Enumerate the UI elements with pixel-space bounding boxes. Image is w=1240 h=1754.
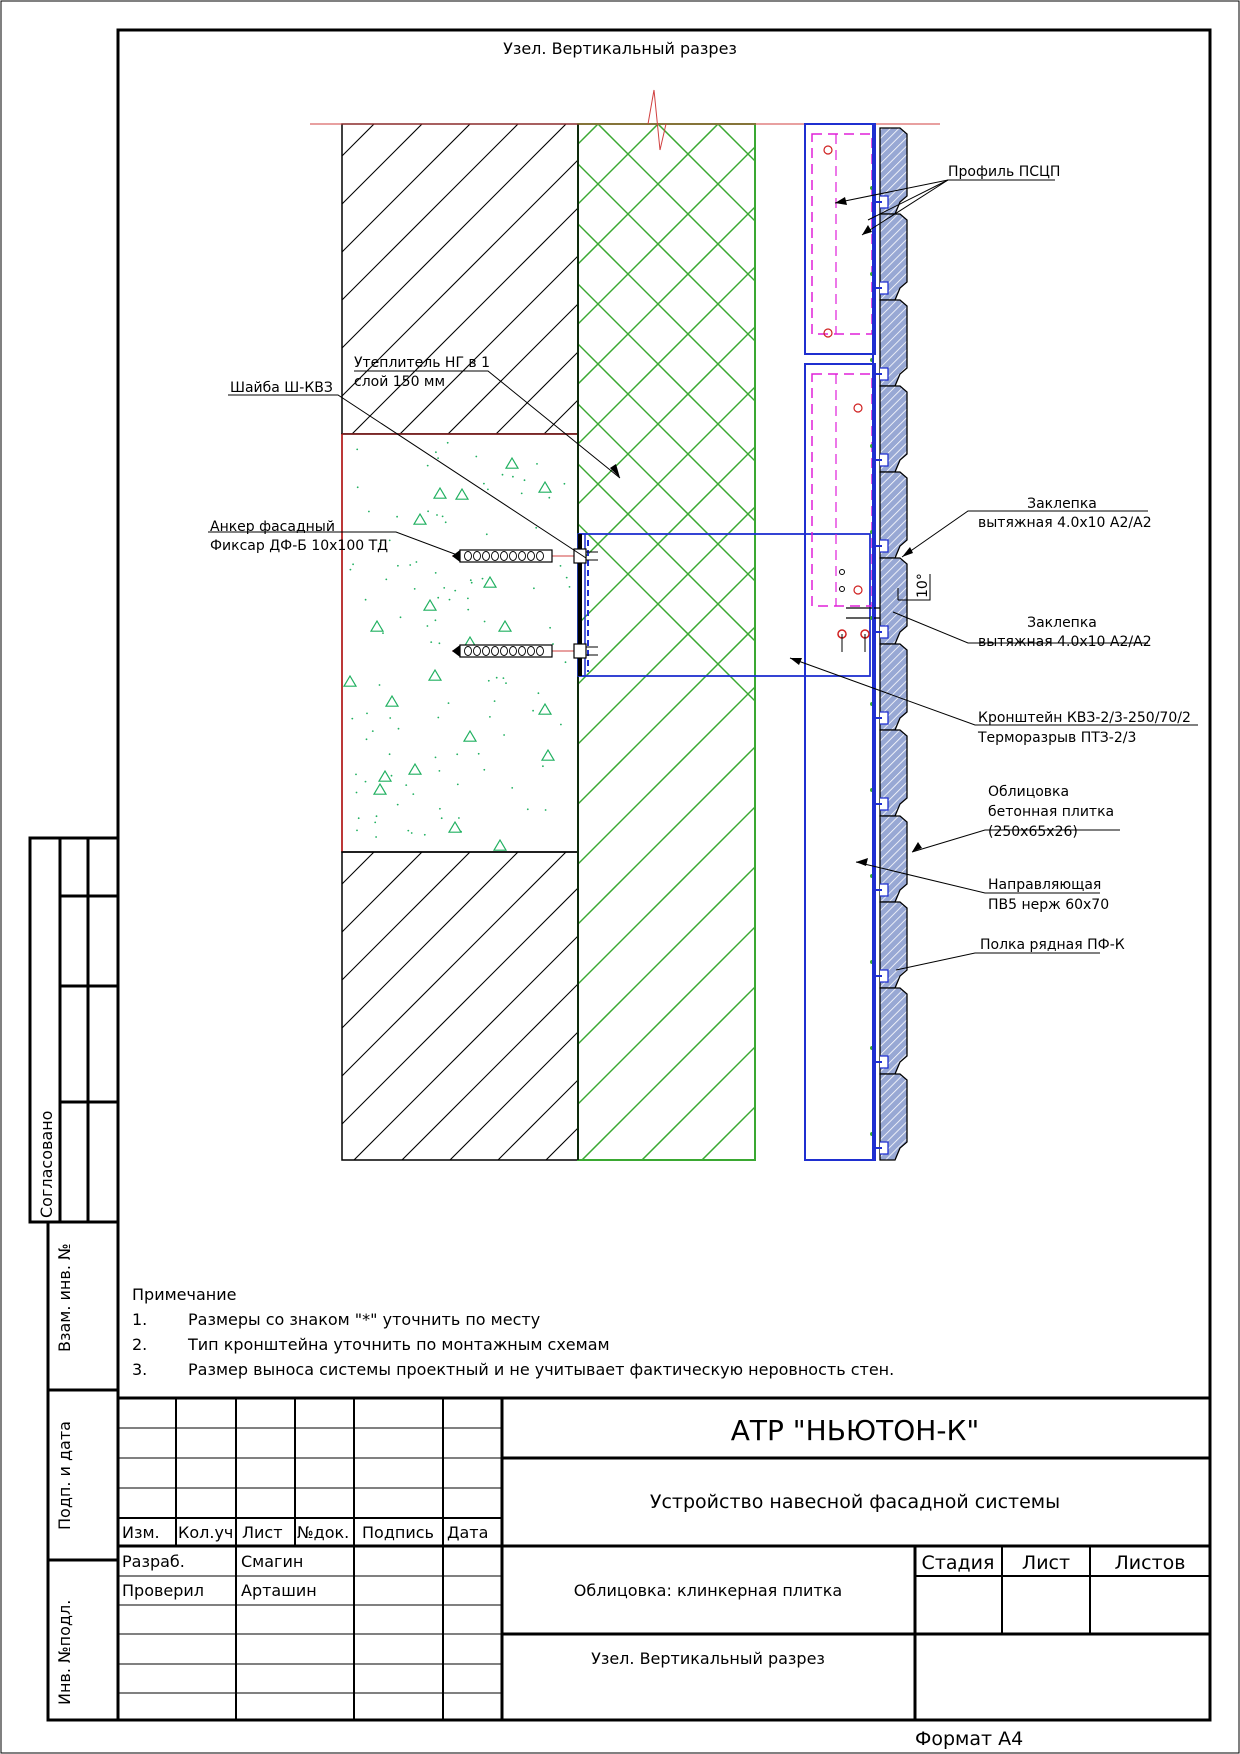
inner-frame: [118, 30, 1210, 1720]
anchor-lower: [452, 644, 598, 658]
note-1-text: Размеры со знаком "*" уточнить по месту: [188, 1310, 541, 1329]
note-3-number: 3.: [132, 1360, 148, 1379]
label-cladding-1: Облицовка: [988, 784, 1070, 800]
label-profile: Профиль ПСЦП: [948, 164, 1061, 180]
header-date: Дата: [447, 1523, 489, 1542]
label-cladding-2: бетонная плитка: [988, 804, 1115, 820]
label-rivet-a-1: Заклепка: [1027, 496, 1097, 512]
drawing-name: Узел. Вертикальный разрез: [591, 1649, 825, 1668]
note-1-number: 1.: [132, 1310, 148, 1329]
label-anchor-1: Анкер фасадный: [210, 519, 335, 535]
label-insulation-1: Утеплитель НГ в 1: [354, 355, 491, 371]
label-bracket-1: Кронштейн КВЗ-2/3-250/70/2: [978, 710, 1191, 726]
stamp-replace-inv: Взам. инв. №: [55, 1243, 74, 1352]
header-count: Кол.уч: [178, 1523, 234, 1542]
label-insulation-2: слой 150 мм: [354, 374, 446, 390]
company-name: АТР "НЬЮТОН-К": [730, 1414, 980, 1447]
developed-label: Разраб.: [122, 1552, 185, 1571]
insulation-layer: [0, 124, 1240, 1224]
label-cladding-3: (250х65х26): [988, 824, 1078, 840]
stage-label: Стадия: [921, 1552, 995, 1574]
concrete-block: [342, 434, 578, 852]
sheet-label: Лист: [1021, 1552, 1071, 1574]
stamp-inv-orig: Инв. №подл.: [55, 1599, 74, 1705]
note-2-number: 2.: [132, 1335, 148, 1354]
checked-label: Проверил: [122, 1581, 205, 1600]
angle-label: 10°: [915, 573, 931, 598]
label-bracket-2: Терморазрыв ПТЗ-2/3: [978, 730, 1137, 746]
header-change: Изм.: [122, 1523, 160, 1542]
stamp-sign-date: Подп. и дата: [55, 1421, 74, 1530]
notes-block: [132, 1285, 894, 1379]
note-3-text: Размер выноса системы проектный и не учитывает фактическую неровность стен.: [188, 1360, 895, 1379]
cladding-type: Облицовка: клинкерная плитка: [573, 1581, 843, 1600]
label-washer: Шайба Ш-КВЗ: [230, 380, 333, 396]
developed-name: Смагин: [241, 1552, 304, 1571]
drawing-title: Узел. Вертикальный разрез: [503, 39, 737, 58]
stamp-agreed: Согласовано: [37, 1110, 56, 1218]
side-stamp: [30, 838, 118, 1720]
bracket-assembly: [578, 534, 870, 676]
sheets-label: Листов: [1114, 1552, 1186, 1574]
label-rivet-a-2: вытяжная 4.0х10 А2/А2: [978, 515, 1152, 531]
label-shelf: Полка рядная ПФ-К: [980, 937, 1125, 953]
header-signature: Подпись: [362, 1523, 434, 1542]
guide-profile-upper: [805, 124, 875, 354]
header-sheet: Лист: [242, 1523, 283, 1542]
label-rivet-b-2: вытяжная 4.0х10 А2/А2: [978, 634, 1152, 650]
format-label: Формат А4: [915, 1728, 1024, 1750]
label-guide-2: ПВ5 нерж 60х70: [988, 897, 1110, 913]
label-rivet-b-1: Заклепка: [1027, 615, 1097, 631]
label-anchor-2: Фиксар ДФ-Б 10х100 ТД: [210, 538, 389, 554]
checked-name: Арташин: [241, 1581, 317, 1600]
project-name: Устройство навесной фасадной системы: [649, 1491, 1061, 1513]
note-2-text: Тип кронштейна уточнить по монтажным схемам: [188, 1335, 610, 1354]
label-guide-1: Направляющая: [988, 877, 1102, 893]
header-doc: №док.: [297, 1523, 350, 1542]
notes-heading: Примечание: [132, 1285, 237, 1304]
